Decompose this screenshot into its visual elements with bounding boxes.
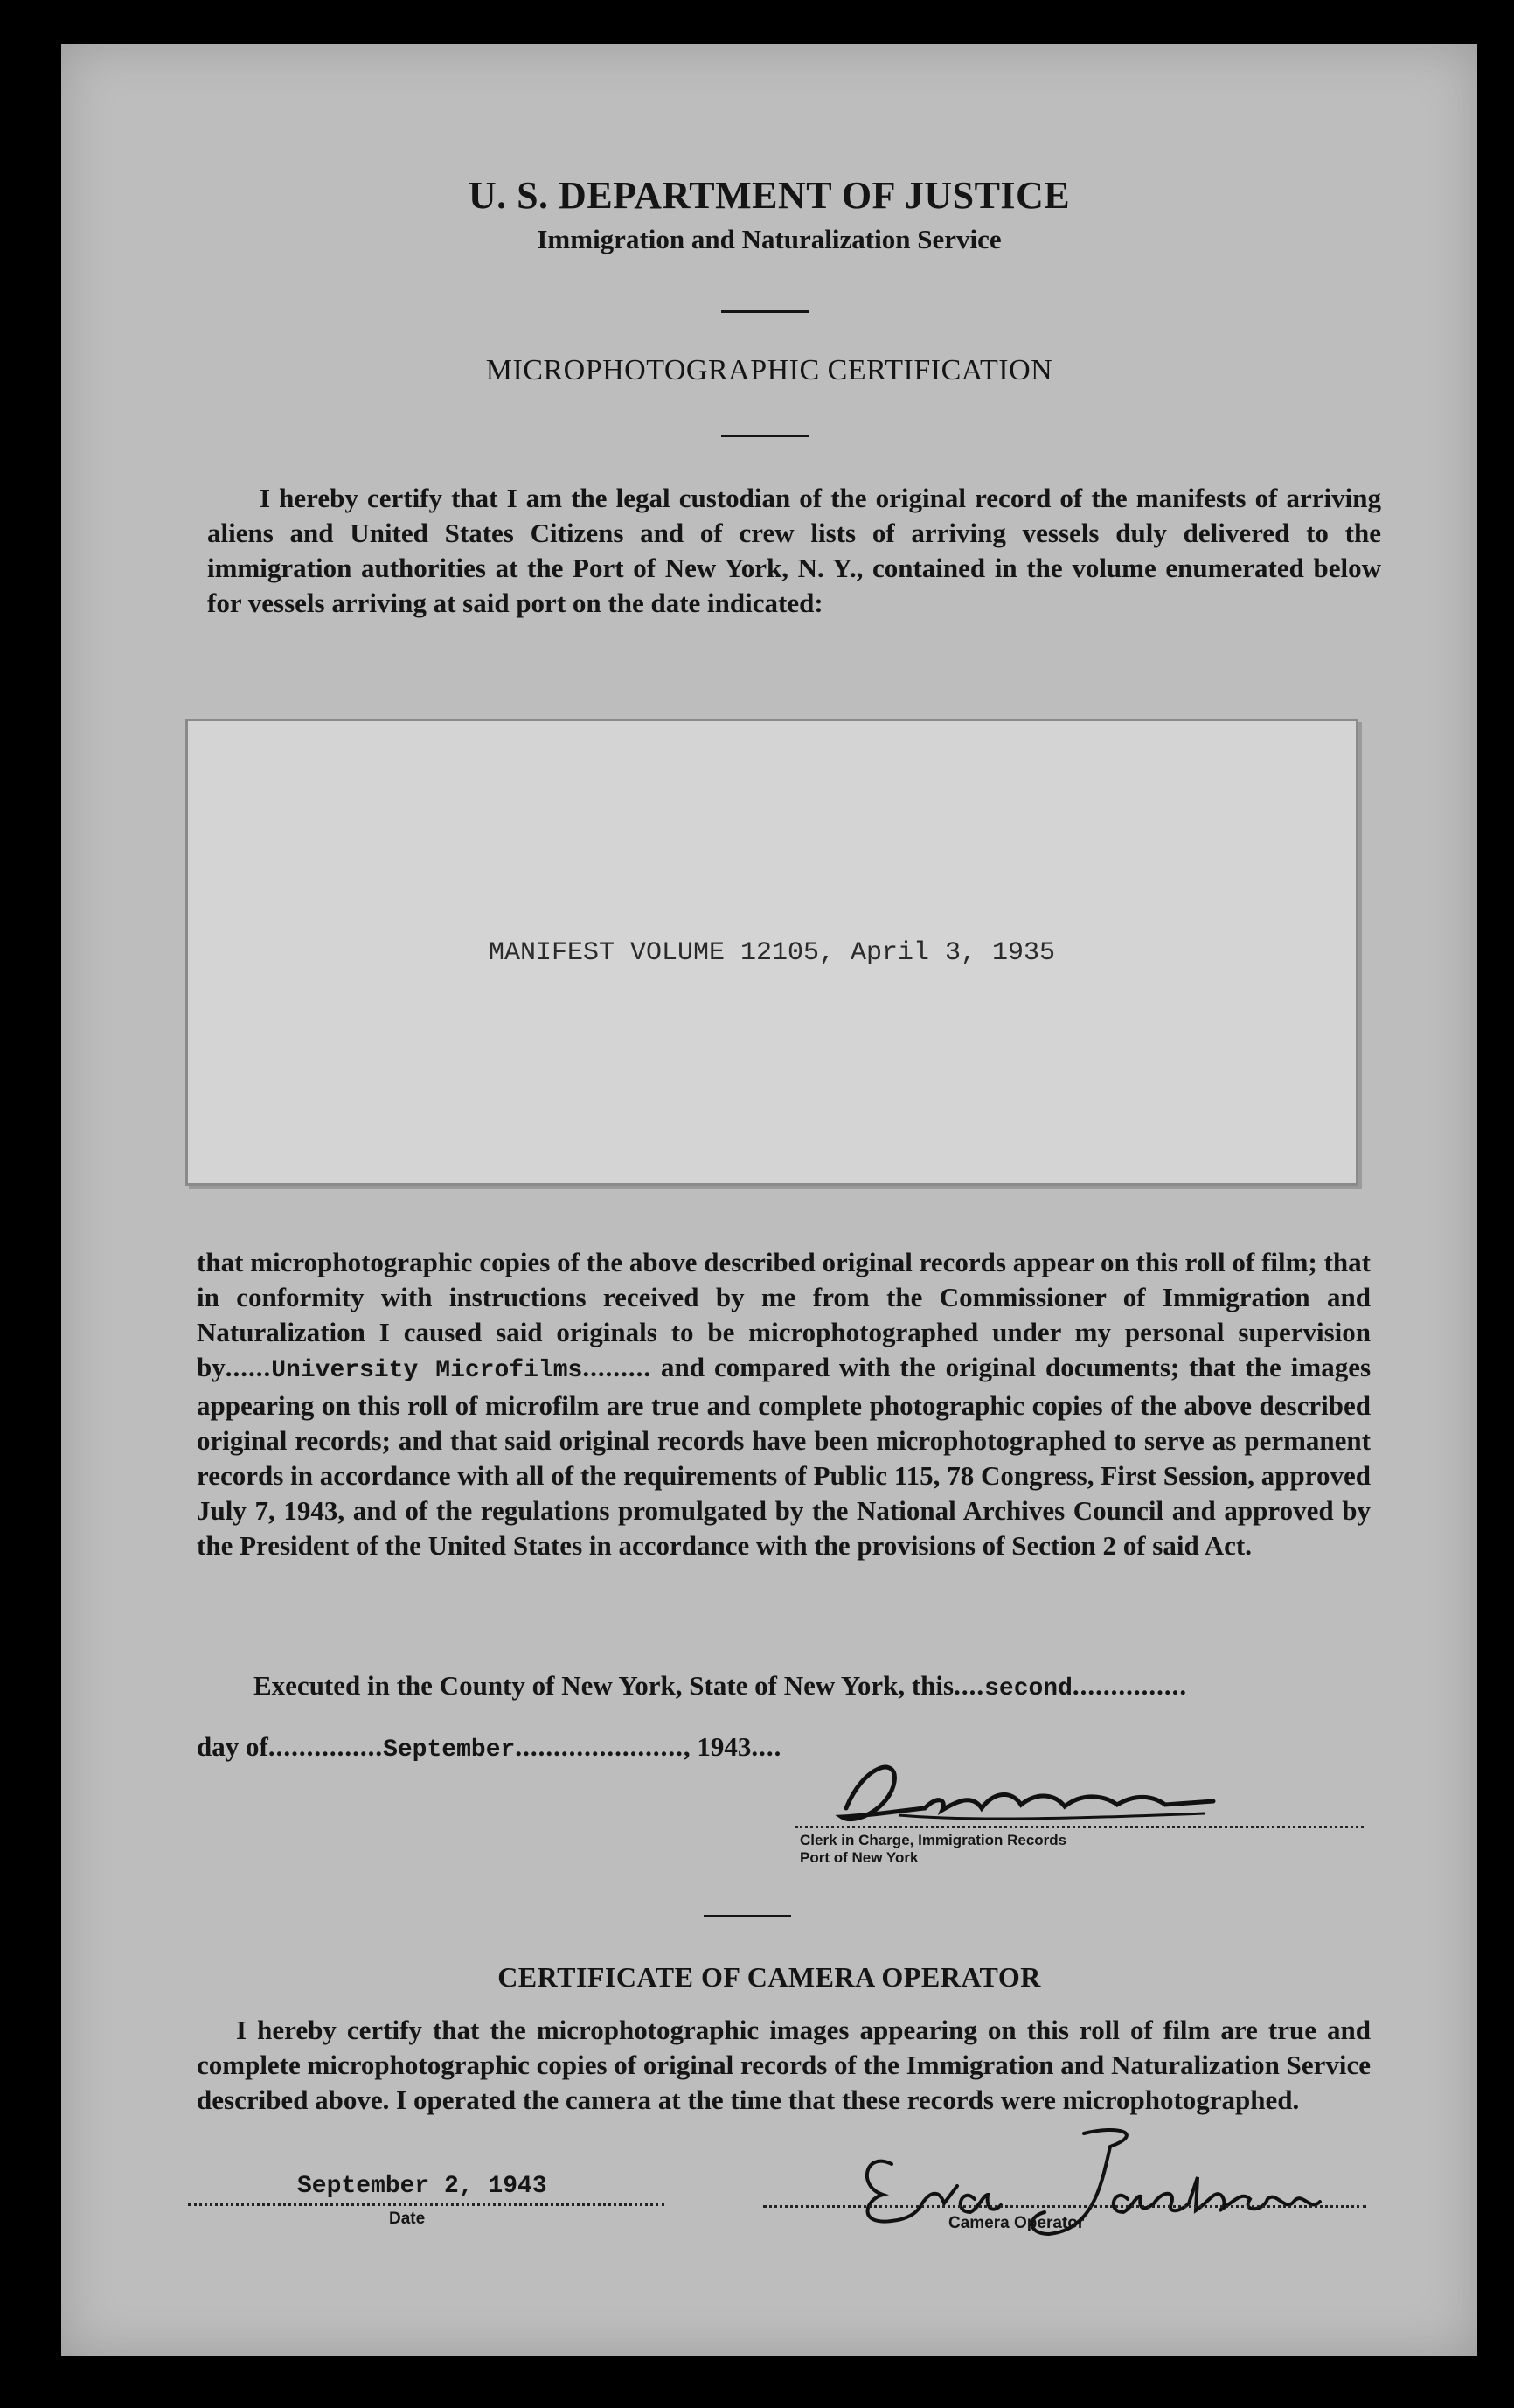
operator-label: Camera Operator bbox=[948, 2214, 1085, 2232]
execution-prefix: Executed in the County of New York, State of New York, this bbox=[253, 1670, 955, 1701]
certification-title: MICROPHOTOGRAPHIC CERTIFICATION bbox=[485, 354, 1053, 386]
operator-line bbox=[763, 2205, 1366, 2208]
body-part1: that microphotographic copies of the above described original records appear on this roll of film; that in conformity with instructions received by me from the Commissioner of Immigration and Naturalization I caused said originals to be microphotographed under my personal supervision by bbox=[197, 1247, 1371, 1382]
camera-paragraph bbox=[197, 2013, 1371, 2118]
clerk-title-line2: Port of New York bbox=[800, 1849, 919, 1866]
divider-top bbox=[721, 310, 809, 313]
clerk-title-line1: Clerk in Charge, Immigration Records bbox=[800, 1832, 1067, 1848]
divider-camera bbox=[704, 1915, 791, 1917]
date-label: Date bbox=[389, 2210, 426, 2228]
intro-paragraph bbox=[207, 481, 1381, 621]
camera-date-value: September 2, 1943 bbox=[297, 2173, 547, 2200]
service-subheading: Immigration and Naturalization Service bbox=[537, 224, 1002, 254]
certificate-page bbox=[61, 44, 1477, 2356]
execution-line: Executed in the County of New York, State of New York, this....second............... bbox=[253, 1670, 1188, 1702]
execution-month: September bbox=[383, 1736, 516, 1764]
clerk-title bbox=[800, 1832, 1066, 1867]
clerk-signature-line bbox=[795, 1826, 1364, 1828]
divider-second bbox=[721, 435, 809, 437]
execution-day: second bbox=[984, 1675, 1073, 1702]
volume-box bbox=[185, 719, 1358, 1186]
camera-section-title: CERTIFICATE OF CAMERA OPERATOR bbox=[497, 1961, 1041, 1993]
filmer-name: University Microfilms bbox=[271, 1357, 583, 1384]
camera-paragraph-text: I hereby certify that the microphotographic images appearing on this roll of film are true and complete microphotographic copies of original records of the Immigration and Naturalization Service described above. I operated the camera at the time that these records were microphotographed. bbox=[197, 2015, 1371, 2115]
department-heading: U. S. DEPARTMENT OF JUSTICE bbox=[468, 174, 1071, 217]
intro-paragraph-text: I hereby certify that I am the legal custodian of the original record of the manifests of arriving aliens and United States Citizens and of crew lists of arriving vessels duly delivered to the immigration authorities at the Port of New York, N. Y., contained in the volume enumerated below for vessels arriving at said port on the date indicated: bbox=[207, 483, 1381, 618]
execution-year: , 1943 bbox=[683, 1731, 752, 1762]
volume-text: MANIFEST VOLUME 12105, April 3, 1935 bbox=[488, 938, 1056, 968]
body-part2: and compared with the original documents; that the images appearing on this roll of microfilm are true and complete photographic copies of the above described original records; and that said original records have been microphotographed to serve as permanent records in accordance with all of the requirements of Public 115, 78 Congress, First Session, approved July 7, 1943, and of the regulations promulgated by the National Archives Council and approved by the President of the United States in accordance with the provisions of Section 2 of said Act. bbox=[197, 1352, 1372, 1561]
day-of-label: day of bbox=[197, 1731, 268, 1762]
body-paragraph: that microphotographic copies of the above described original records appear on this roll of film; that in conformity with instructions received by me from the Commissioner of Immigration and Naturalization I caused said originals to be microphotographed under my personal supervision by......University Microfilms......... and compared with the original documents; that the images appearing on this roll of microfilm are true and complete photographic copies of the above described original records; and that said original records have been microphotographed to serve as permanent records in accordance with all of the requirements of Public 115, 78 Congress, First Session, approved July 7, 1943, and of the regulations promulgated by the National Archives Council and approved by the President of the United States in accordance with the provisions of Section 2 of said Act. bbox=[197, 1247, 1372, 1561]
day-of-line: day of...............September......................, 1943.... bbox=[197, 1731, 782, 1764]
date-line bbox=[188, 2203, 664, 2206]
operator-signature bbox=[830, 2116, 1372, 2238]
clerk-signature bbox=[794, 1747, 1362, 1843]
